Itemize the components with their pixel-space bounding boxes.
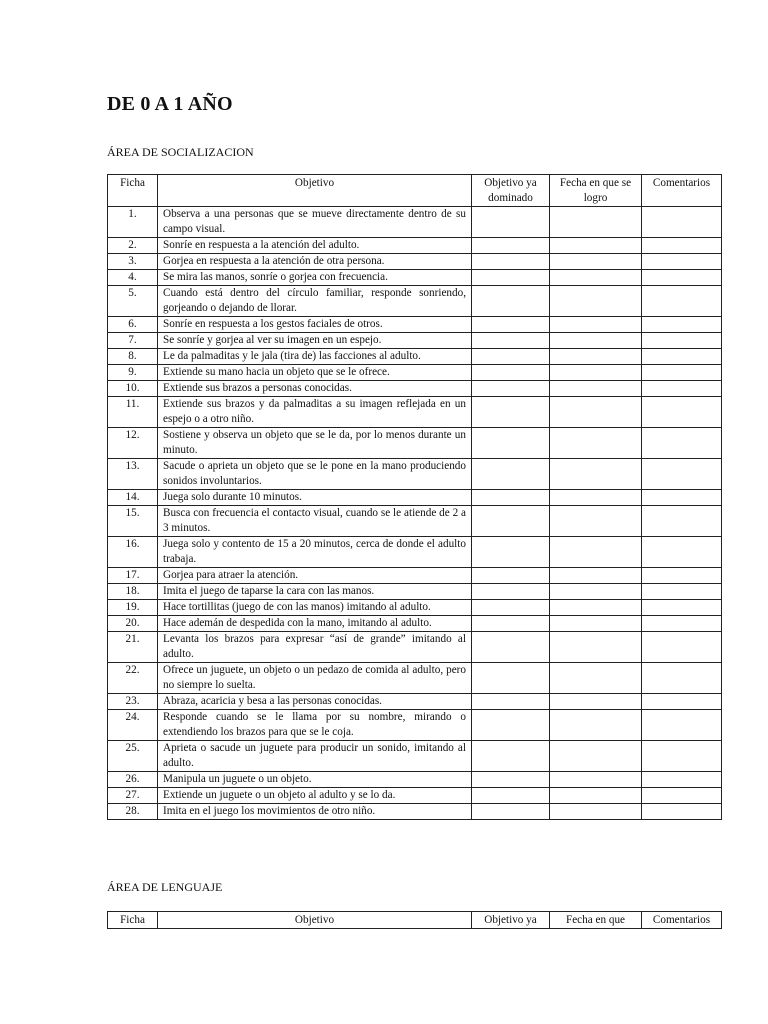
objective-text: Aprieta o sacude un juguete para producir un sonido, imitando al adulto. <box>158 741 472 772</box>
row-number: 13. <box>108 459 158 490</box>
comentarios-cell[interactable] <box>642 238 722 254</box>
column-header-objetivo: Objetivo <box>158 175 472 207</box>
dominado-cell[interactable] <box>472 490 550 506</box>
objective-text: Gorjea en respuesta a la atención de otra persona. <box>158 254 472 270</box>
comentarios-cell[interactable] <box>642 616 722 632</box>
fecha-cell[interactable] <box>550 381 642 397</box>
row-number: 27. <box>108 788 158 804</box>
table-row <box>108 333 722 349</box>
fecha-cell[interactable] <box>550 459 642 490</box>
dominado-cell[interactable] <box>472 365 550 381</box>
row-number: 16. <box>108 537 158 568</box>
fecha-cell[interactable] <box>550 506 642 537</box>
dominado-cell[interactable] <box>472 616 550 632</box>
dominado-cell[interactable] <box>472 333 550 349</box>
fecha-cell[interactable] <box>550 568 642 584</box>
column-header-dominado: Objetivo ya dominado <box>472 175 550 207</box>
fecha-cell[interactable] <box>550 710 642 741</box>
objective-text: Sostiene y observa un objeto que se le da, por lo menos durante un minuto. <box>158 428 472 459</box>
row-number: 11. <box>108 397 158 428</box>
table-row <box>108 286 722 317</box>
dominado-cell[interactable] <box>472 584 550 600</box>
objective-text: Juega solo durante 10 minutos. <box>158 490 472 506</box>
comentarios-cell[interactable] <box>642 428 722 459</box>
row-number: 12. <box>108 428 158 459</box>
objective-text: Le da palmaditas y le jala (tira de) las facciones al adulto. <box>158 349 472 365</box>
dominado-cell[interactable] <box>472 238 550 254</box>
dominado-cell[interactable] <box>472 694 550 710</box>
table-row <box>108 506 722 537</box>
objective-text: Sacude o aprieta un objeto que se le pone en la mano produciendo sonidos involuntarios. <box>158 459 472 490</box>
objective-text: Hace tortillitas (juego de con las manos) imitando al adulto. <box>158 600 472 616</box>
fecha-cell[interactable] <box>550 537 642 568</box>
row-number: 24. <box>108 710 158 741</box>
table-row <box>108 710 722 741</box>
table-row <box>108 397 722 428</box>
comentarios-cell[interactable] <box>642 207 722 238</box>
comentarios-cell[interactable] <box>642 537 722 568</box>
table-row <box>108 804 722 820</box>
objective-text: Imita en el juego los movimientos de otro niño. <box>158 804 472 820</box>
objective-text: Se mira las manos, sonríe o gorjea con frecuencia. <box>158 270 472 286</box>
fecha-cell[interactable] <box>550 428 642 459</box>
row-number: 17. <box>108 568 158 584</box>
fecha-cell[interactable] <box>550 584 642 600</box>
dominado-cell[interactable] <box>472 568 550 584</box>
dominado-cell[interactable] <box>472 349 550 365</box>
row-number: 22. <box>108 663 158 694</box>
dominado-cell[interactable] <box>472 772 550 788</box>
objective-text: Se sonríe y gorjea al ver su imagen en un espejo. <box>158 333 472 349</box>
fecha-cell[interactable] <box>550 207 642 238</box>
comentarios-cell[interactable] <box>642 788 722 804</box>
row-number: 5. <box>108 286 158 317</box>
comentarios-cell[interactable] <box>642 600 722 616</box>
fecha-cell[interactable] <box>550 772 642 788</box>
table-row <box>108 270 722 286</box>
socializacion-table <box>107 174 722 820</box>
fecha-cell[interactable] <box>550 397 642 428</box>
row-number: 21. <box>108 632 158 663</box>
dominado-cell[interactable] <box>472 632 550 663</box>
objective-text: Levanta los brazos para expresar “así de grande” imitando al adulto. <box>158 632 472 663</box>
comentarios-cell[interactable] <box>642 804 722 820</box>
objective-text: Observa a una personas que se mueve directamente dentro de su campo visual. <box>158 207 472 238</box>
row-number: 18. <box>108 584 158 600</box>
table-row <box>108 365 722 381</box>
row-number: 8. <box>108 349 158 365</box>
row-number: 1. <box>108 207 158 238</box>
fecha-cell[interactable] <box>550 788 642 804</box>
table-row <box>108 459 722 490</box>
lenguaje-table <box>107 911 722 929</box>
table-row <box>108 694 722 710</box>
table-row <box>108 381 722 397</box>
objective-text: Cuando está dentro del círculo familiar, responde sonriendo, gorjeando o dejando de llorar. <box>158 286 472 317</box>
table-row <box>108 741 722 772</box>
column-header-comentarios: Comentarios <box>642 912 722 929</box>
fecha-cell[interactable] <box>550 349 642 365</box>
table-row <box>108 254 722 270</box>
row-number: 26. <box>108 772 158 788</box>
fecha-cell[interactable] <box>550 804 642 820</box>
comentarios-cell[interactable] <box>642 365 722 381</box>
table-row <box>108 537 722 568</box>
comentarios-cell[interactable] <box>642 568 722 584</box>
row-number: 6. <box>108 317 158 333</box>
objective-text: Imita el juego de taparse la cara con las manos. <box>158 584 472 600</box>
objective-text: Sonríe en respuesta a los gestos faciales de otros. <box>158 317 472 333</box>
objective-text: Juega solo y contento de 15 a 20 minutos, cerca de donde el adulto trabaja. <box>158 537 472 568</box>
row-number: 2. <box>108 238 158 254</box>
row-number: 10. <box>108 381 158 397</box>
column-header-ficha: Ficha <box>108 912 158 929</box>
comentarios-cell[interactable] <box>642 254 722 270</box>
dominado-cell[interactable] <box>472 286 550 317</box>
row-number: 20. <box>108 616 158 632</box>
comentarios-cell[interactable] <box>642 317 722 333</box>
dominado-cell[interactable] <box>472 788 550 804</box>
dominado-cell[interactable] <box>472 207 550 238</box>
objective-text: Extiende un juguete o un objeto al adulto y se lo da. <box>158 788 472 804</box>
column-header-ficha: Ficha <box>108 175 158 207</box>
row-number: 15. <box>108 506 158 537</box>
comentarios-cell[interactable] <box>642 663 722 694</box>
column-header-dominado: Objetivo ya <box>472 912 550 929</box>
table-row <box>108 349 722 365</box>
table-row <box>108 632 722 663</box>
row-number: 3. <box>108 254 158 270</box>
row-number: 7. <box>108 333 158 349</box>
dominado-cell[interactable] <box>472 741 550 772</box>
row-number: 14. <box>108 490 158 506</box>
fecha-cell[interactable] <box>550 616 642 632</box>
table-row <box>108 788 722 804</box>
comentarios-cell[interactable] <box>642 584 722 600</box>
table-header-row <box>108 912 722 929</box>
objective-text: Hace ademán de despedida con la mano, imitando al adulto. <box>158 616 472 632</box>
table-row <box>108 600 722 616</box>
objective-text: Abraza, acaricia y besa a las personas conocidas. <box>158 694 472 710</box>
fecha-cell[interactable] <box>550 694 642 710</box>
table-row <box>108 428 722 459</box>
table-row <box>108 238 722 254</box>
objective-text: Sonríe en respuesta a la atención del adulto. <box>158 238 472 254</box>
comentarios-cell[interactable] <box>642 490 722 506</box>
comentarios-cell[interactable] <box>642 270 722 286</box>
objective-text: Responde cuando se le llama por su nombre, mirando o extendiendo los brazos para que se le coja. <box>158 710 472 741</box>
dominado-cell[interactable] <box>472 270 550 286</box>
dominado-cell[interactable] <box>472 317 550 333</box>
page-title: DE 0 A 1 AÑO <box>107 93 233 115</box>
fecha-cell[interactable] <box>550 254 642 270</box>
fecha-cell[interactable] <box>550 238 642 254</box>
dominado-cell[interactable] <box>472 804 550 820</box>
dominado-cell[interactable] <box>472 506 550 537</box>
fecha-cell[interactable] <box>550 663 642 694</box>
objective-text: Busca con frecuencia el contacto visual, cuando se le atiende de 2 a 3 minutos. <box>158 506 472 537</box>
objective-text: Manipula un juguete o un objeto. <box>158 772 472 788</box>
fecha-cell[interactable] <box>550 270 642 286</box>
column-header-fecha: Fecha en que se logro <box>550 175 642 207</box>
row-number: 19. <box>108 600 158 616</box>
dominado-cell[interactable] <box>472 600 550 616</box>
dominado-cell[interactable] <box>472 459 550 490</box>
section-heading-socializacion: ÁREA DE SOCIALIZACION <box>107 145 254 159</box>
comentarios-cell[interactable] <box>642 506 722 537</box>
objective-text: Gorjea para atraer la atención. <box>158 568 472 584</box>
dominado-cell[interactable] <box>472 537 550 568</box>
column-header-objetivo: Objetivo <box>158 912 472 929</box>
comentarios-cell[interactable] <box>642 772 722 788</box>
table-row <box>108 663 722 694</box>
table-row <box>108 317 722 333</box>
dominado-cell[interactable] <box>472 663 550 694</box>
table-row <box>108 568 722 584</box>
dominado-cell[interactable] <box>472 254 550 270</box>
dominado-cell[interactable] <box>472 381 550 397</box>
comentarios-cell[interactable] <box>642 741 722 772</box>
comentarios-cell[interactable] <box>642 349 722 365</box>
fecha-cell[interactable] <box>550 490 642 506</box>
objective-text: Ofrece un juguete, un objeto o un pedazo de comida al adulto, pero no siempre lo suelta. <box>158 663 472 694</box>
dominado-cell[interactable] <box>472 710 550 741</box>
comentarios-cell[interactable] <box>642 381 722 397</box>
objective-text: Extiende su mano hacia un objeto que se le ofrece. <box>158 365 472 381</box>
dominado-cell[interactable] <box>472 428 550 459</box>
dominado-cell[interactable] <box>472 397 550 428</box>
objective-text: Extiende sus brazos y da palmaditas a su imagen reflejada en un espejo o a otro niño. <box>158 397 472 428</box>
row-number: 25. <box>108 741 158 772</box>
comentarios-cell[interactable] <box>642 397 722 428</box>
table-row <box>108 616 722 632</box>
row-number: 23. <box>108 694 158 710</box>
row-number: 9. <box>108 365 158 381</box>
fecha-cell[interactable] <box>550 317 642 333</box>
comentarios-cell[interactable] <box>642 694 722 710</box>
row-number: 4. <box>108 270 158 286</box>
table-row <box>108 772 722 788</box>
section-heading-lenguaje: ÁREA DE LENGUAJE <box>107 880 223 894</box>
column-header-comentarios: Comentarios <box>642 175 722 207</box>
fecha-cell[interactable] <box>550 600 642 616</box>
fecha-cell[interactable] <box>550 741 642 772</box>
table-header-row <box>108 175 722 207</box>
comentarios-cell[interactable] <box>642 333 722 349</box>
fecha-cell[interactable] <box>550 333 642 349</box>
table-row <box>108 207 722 238</box>
fecha-cell[interactable] <box>550 632 642 663</box>
table-row <box>108 584 722 600</box>
comentarios-cell[interactable] <box>642 286 722 317</box>
row-number: 28. <box>108 804 158 820</box>
table-row <box>108 490 722 506</box>
comentarios-cell[interactable] <box>642 459 722 490</box>
objective-text: Extiende sus brazos a personas conocidas. <box>158 381 472 397</box>
comentarios-cell[interactable] <box>642 632 722 663</box>
column-header-fecha: Fecha en que <box>550 912 642 929</box>
fecha-cell[interactable] <box>550 365 642 381</box>
comentarios-cell[interactable] <box>642 710 722 741</box>
fecha-cell[interactable] <box>550 286 642 317</box>
